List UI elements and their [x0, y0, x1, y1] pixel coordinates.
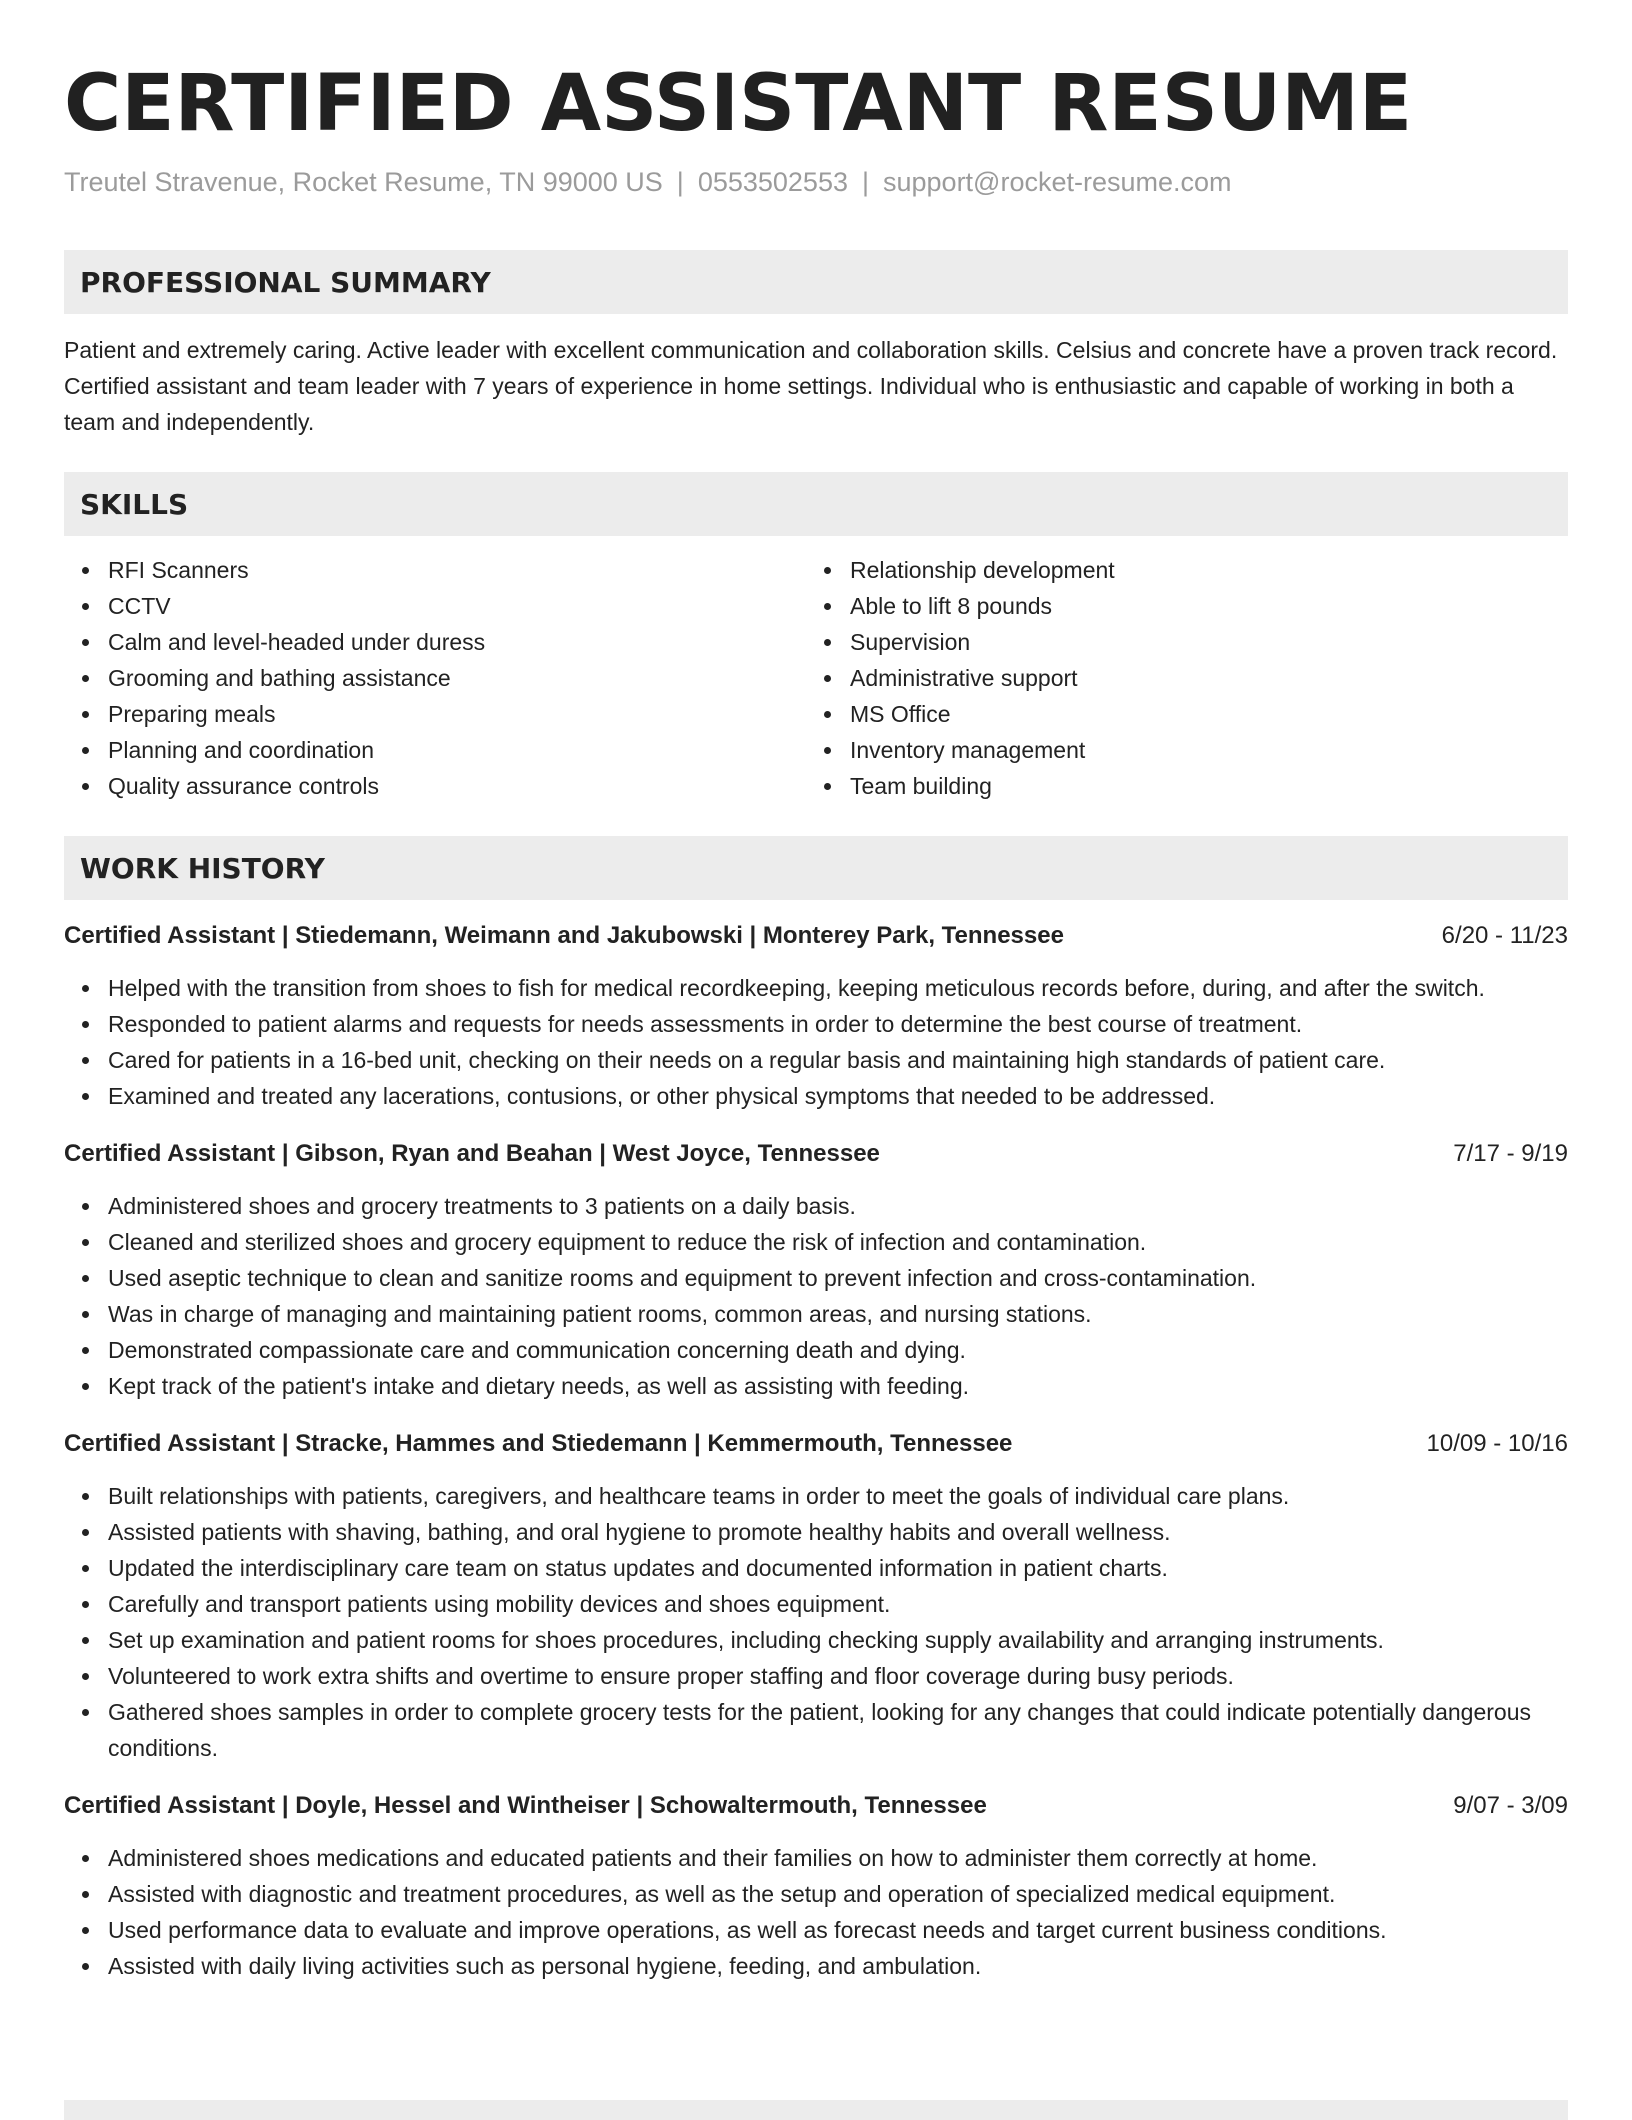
job-bullet: Volunteered to work extra shifts and overtime to ensure proper staffing and floor coverage during busy periods.	[108, 1658, 1568, 1694]
resume-title: CERTIFIED ASSISTANT RESUME	[64, 59, 1413, 149]
contact-line	[64, 164, 1568, 200]
job-bullet: Set up examination and patient rooms for shoes procedures, including checking supply availability and arranging instruments.	[108, 1622, 1568, 1658]
job-entry	[64, 918, 1568, 1114]
skill-item: MS Office	[850, 696, 1548, 732]
job-bullet: Assisted patients with shaving, bathing, and oral hygiene to promote healthy habits and overall wellness.	[108, 1514, 1568, 1550]
section-heading-work-history: WORK HISTORY	[64, 836, 1568, 900]
job-bullet: Built relationships with patients, caregivers, and healthcare teams in order to meet the goals of individual care plans.	[108, 1478, 1568, 1514]
skill-item: Supervision	[850, 624, 1548, 660]
job-bullet: Examined and treated any lacerations, contusions, or other physical symptoms that needed to be addressed.	[108, 1078, 1568, 1114]
job-header	[64, 1426, 1568, 1462]
job-bullet: Cleaned and sterilized shoes and grocery equipment to reduce the risk of infection and contamination.	[108, 1224, 1568, 1260]
job-bullet: Helped with the transition from shoes to fish for medical recordkeeping, keeping meticulous records before, during, and after the switch.	[108, 970, 1568, 1006]
job-title: Certified Assistant | Stiedemann, Weimann and Jakubowski | Monterey Park, Tennessee	[64, 922, 1064, 949]
next-section-heading-bar	[64, 2100, 1568, 2120]
job-bullets	[64, 970, 1568, 1114]
job-bullet: Kept track of the patient's intake and dietary needs, as well as assisting with feeding.	[108, 1368, 1568, 1404]
contact-phone: 0553502553	[697, 167, 848, 197]
job-bullet: Assisted with daily living activities such as personal hygiene, feeding, and ambulation.	[108, 1948, 1568, 1984]
job-bullet: Used performance data to evaluate and improve operations, as well as forecast needs and target current business conditions.	[108, 1912, 1568, 1948]
job-bullet: Gathered shoes samples in order to complete grocery tests for the patient, looking for any changes that could indicate potentially dangerous conditions.	[108, 1694, 1568, 1766]
job-bullet: Responded to patient alarms and requests for needs assessments in order to determine the best course of treatment.	[108, 1006, 1568, 1042]
job-bullet: Was in charge of managing and maintaining patient rooms, common areas, and nursing stations.	[108, 1296, 1568, 1332]
skill-item: Planning and coordination	[108, 732, 806, 768]
job-title: Certified Assistant | Gibson, Ryan and Beahan | West Joyce, Tennessee	[64, 1140, 880, 1167]
job-bullets	[64, 1478, 1568, 1766]
job-bullet: Demonstrated compassionate care and communication concerning death and dying.	[108, 1332, 1568, 1368]
job-entry	[64, 1788, 1568, 1984]
section-heading-skills: SKILLS	[64, 472, 1568, 536]
job-title: Certified Assistant | Doyle, Hessel and Wintheiser | Schowaltermouth, Tennessee	[64, 1792, 987, 1819]
job-header	[64, 1136, 1568, 1172]
skill-item: Team building	[850, 768, 1548, 804]
section-heading-summary: PROFESSIONAL SUMMARY	[64, 250, 1568, 314]
resume-page	[64, 58, 1568, 1984]
skill-item: CCTV	[108, 588, 806, 624]
skills-column-left	[64, 552, 806, 804]
skills-column-right	[806, 552, 1548, 804]
job-bullets	[64, 1188, 1568, 1404]
job-dates: 10/09 - 10/16	[1426, 1430, 1568, 1457]
skill-item: Administrative support	[850, 660, 1548, 696]
job-entry	[64, 1426, 1568, 1766]
job-bullet: Assisted with diagnostic and treatment procedures, as well as the setup and operation of specialized medical equipment.	[108, 1876, 1568, 1912]
skill-item: Grooming and bathing assistance	[108, 660, 806, 696]
contact-email: support@rocket-resume.com	[883, 167, 1232, 197]
job-bullet: Administered shoes and grocery treatments to 3 patients on a daily basis.	[108, 1188, 1568, 1224]
job-bullet: Updated the interdisciplinary care team on status updates and documented information in patient charts.	[108, 1550, 1568, 1586]
job-bullet: Used aseptic technique to clean and sanitize rooms and equipment to prevent infection and cross-contamination.	[108, 1260, 1568, 1296]
job-bullet: Administered shoes medications and educated patients and their families on how to administer them correctly at home.	[108, 1840, 1568, 1876]
job-title: Certified Assistant | Stracke, Hammes and Stiedemann | Kemmermouth, Tennessee	[64, 1430, 1013, 1457]
job-dates: 7/17 - 9/19	[1453, 1140, 1568, 1167]
contact-separator: |	[861, 167, 869, 197]
skill-item: RFI Scanners	[108, 552, 806, 588]
job-dates: 9/07 - 3/09	[1453, 1792, 1568, 1819]
skill-item: Quality assurance controls	[108, 768, 806, 804]
job-entry	[64, 1136, 1568, 1404]
job-header	[64, 1788, 1568, 1824]
job-bullet: Carefully and transport patients using mobility devices and shoes equipment.	[108, 1586, 1568, 1622]
contact-separator: |	[676, 167, 684, 197]
skill-item: Able to lift 8 pounds	[850, 588, 1548, 624]
skill-item: Inventory management	[850, 732, 1548, 768]
job-header	[64, 918, 1568, 954]
skill-item: Preparing meals	[108, 696, 806, 732]
job-dates: 6/20 - 11/23	[1441, 922, 1568, 949]
skills-list	[64, 552, 1568, 804]
skill-item: Calm and level-headed under duress	[108, 624, 806, 660]
job-bullet: Cared for patients in a 16-bed unit, checking on their needs on a regular basis and maintaining high standards of patient care.	[108, 1042, 1568, 1078]
contact-address: Treutel Stravenue, Rocket Resume, TN 99000 US	[64, 167, 663, 197]
job-bullets	[64, 1840, 1568, 1984]
summary-text: Patient and extremely caring. Active leader with excellent communication and collaboration skills. Celsius and concrete have a proven track record. Certified assistant and team leader with 7 years of experience in home settings. Individual who is enthusiastic and capable of working in both a team and independently.	[64, 337, 1558, 435]
skill-item: Relationship development	[850, 552, 1548, 588]
